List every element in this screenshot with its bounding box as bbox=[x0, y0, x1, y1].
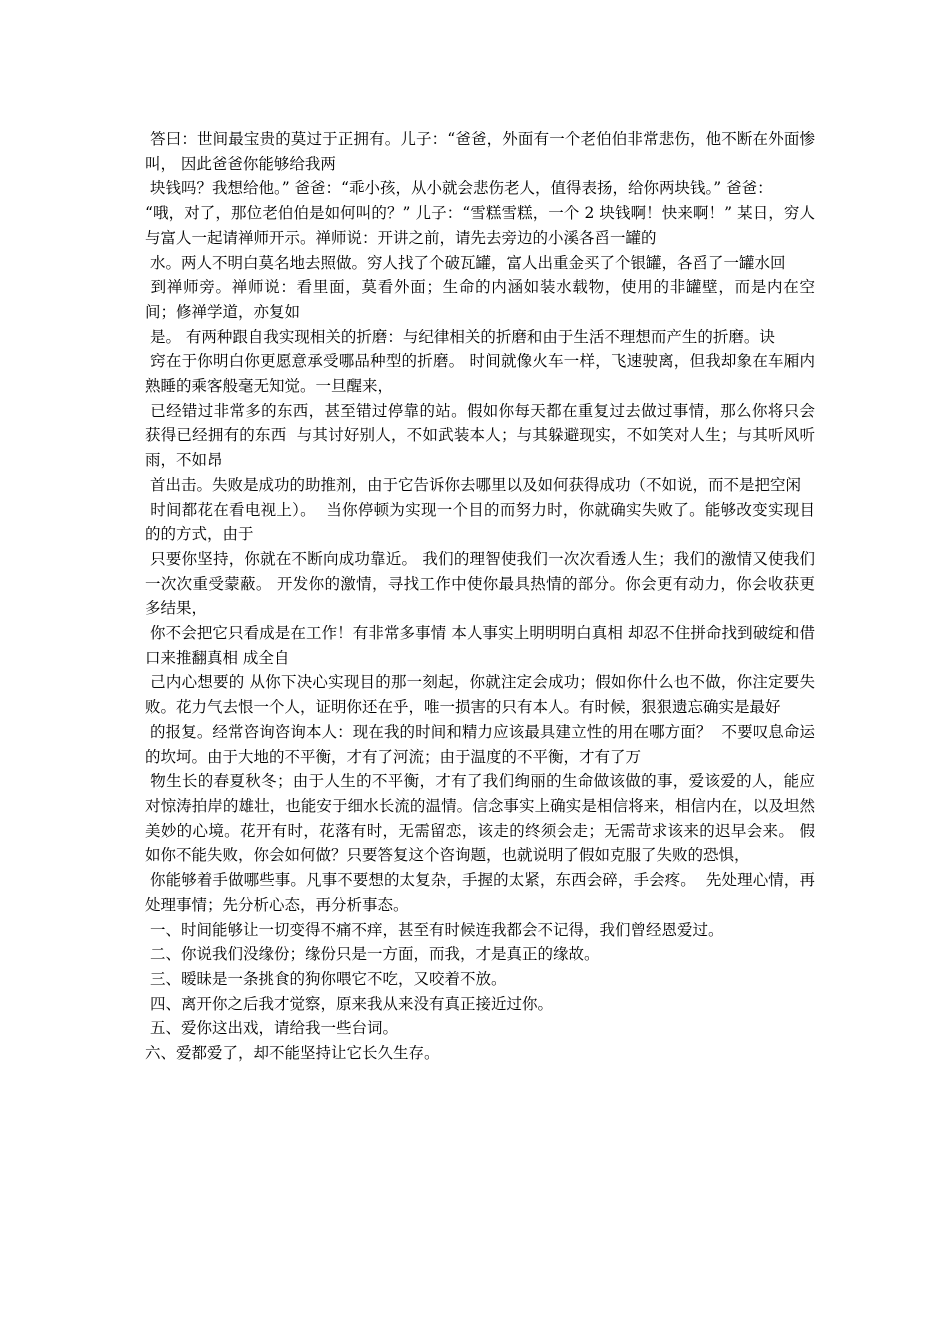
paragraph: 时间都花在看电视上）。 当你停顿为实现一个目的而努力时，你就确实失败了。能够改变实现目的的方式，由于 bbox=[145, 500, 815, 544]
list-item: 六、爱都爱了，却不能坚持让它长久生存。 bbox=[145, 1044, 440, 1063]
paragraph: 是。 有两种跟自我实现相关的折磨：与纪律相关的折磨和由于生活不理想而产生的折磨。诀 bbox=[145, 327, 775, 346]
paragraph: 答曰：世间最宝贵的莫过于正拥有。儿子：“爸爸，外面有一个老伯伯非常悲伤，他不断在外面惨叫， 因此爸爸你能够给我两 bbox=[145, 130, 815, 173]
list-item: 一、时间能够让一切变得不痛不痒，甚至有时候连我都会不记得，我们曾经恩爱过。 bbox=[145, 920, 724, 939]
list-item: 五、爱你这出戏，请给我一些台词。 bbox=[145, 1019, 398, 1038]
paragraph: 的报复。经常咨询咨询本人：现在我的时间和精力应该最具建立性的用在哪方面？ 不要叹息命运的坎坷。由于大地的不平衡，才有了河流；由于温度的不平衡，才有了万 bbox=[145, 722, 815, 766]
paragraph: 物生长的春夏秋冬；由于人生的不平衡，才有了我们绚丽的生命做该做的事，爱该爱的人，能应对惊涛拍岸的雄壮，也能安于细水长流的温情。信念事实上确实是相信将来，相信内在，以及坦然美妙的心境。花开有时，花落有时，无需留恋，该走的终须会走；无需苛求该来的迟早会来。 假如你不能失败，你会如何做？只要答复这个咨询题，也就说明了假如克服了失败的恐惧， bbox=[145, 772, 815, 865]
document-text-body bbox=[145, 127, 815, 1066]
paragraph: “哦，对了，那位老伯伯是如何叫的？” 儿子：“雪糕雪糕，一个 2 块钱啊！快来啊！” 某日，穷人与富人一起请禅师开示。禅师说：开讲之前，请先去旁边的小溪各舀一罐的 bbox=[145, 204, 815, 247]
paragraph: 块钱吗？我想给他。” 爸爸：“乖小孩，从小就会悲伤老人，值得表扬，给你两块钱。” 爸爸： bbox=[145, 179, 773, 198]
paragraph: 你能够着手做哪些事。凡事不要想的太复杂，手握的太紧，东西会碎，手会疼。 先处理心情，再处理事情；先分析心态，再分析事态。 bbox=[145, 871, 815, 914]
paragraph: 你不会把它只看成是在工作！有非常多事情 本人事实上明明明白真相 却忍不住拼命找到破绽和借口来推翻真相 成全自 bbox=[145, 624, 815, 667]
list-item: 四、离开你之后我才觉察，原来我从来没有真正接近过你。 bbox=[145, 994, 553, 1013]
paragraph: 窍在于你明白你更愿意承受哪品种型的折磨。 时间就像火车一样，飞速驶离，但我却象在车厢内熟睡的乘客般毫无知觉。一旦醒来， bbox=[145, 352, 815, 396]
list-item: 三、暧昧是一条挑食的狗你喂它不吃，又咬着不放。 bbox=[145, 969, 507, 988]
paragraph: 水。两人不明白莫名地去照做。穷人找了个破瓦罐，富人出重金买了个银罐，各舀了一罐水回 bbox=[145, 253, 786, 272]
paragraph: 首出击。失败是成功的助推剂，由于它告诉你去哪里以及如何获得成功（不如说，而不是把空闲 bbox=[145, 475, 801, 494]
paragraph: 已经错过非常多的东西，甚至错过停靠的站。假如你每天都在重复过去做过事情，那么你将只会获得已经拥有的东西 与其讨好别人，不如武装本人；与其躲避现实，不如笑对人生；与其听风听雨，不如昂 bbox=[145, 401, 815, 470]
paragraph: 只要你坚持，你就在不断向成功靠近。 我们的理智使我们一次次看透人生；我们的激情又使我们一次次重受蒙蔽。 开发你的激情，寻找工作中使你最具热情的部分。你会更有动力，你会收获更多结果， bbox=[145, 549, 815, 618]
list-item: 二、你说我们没缘份；缘份只是一方面，而我，才是真正的缘故。 bbox=[145, 945, 600, 964]
paragraph: 到禅师旁。禅师说：看里面，莫看外面；生命的内涵如装水载物，使用的非罐壁，而是内在空间；修禅学道，亦复如 bbox=[145, 278, 815, 321]
paragraph: 己内心想要的 从你下决心实现目的那一刻起，你就注定会成功；假如你什么也不做，你注定要失败。花力气去恨一个人，证明你还在乎，唯一损害的只有本人。有时候，狠狠遗忘确实是最好 bbox=[145, 673, 815, 717]
